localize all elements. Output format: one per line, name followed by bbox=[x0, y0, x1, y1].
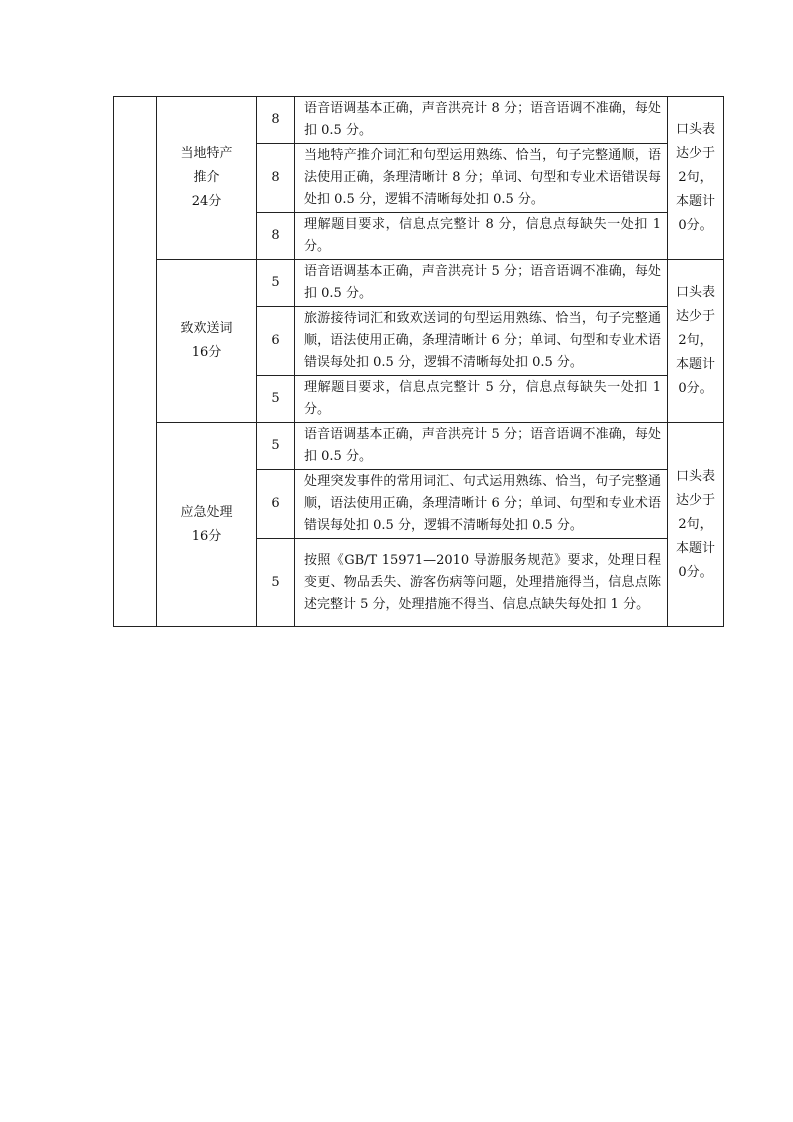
blank-category-cell bbox=[114, 97, 157, 627]
section-name: 应急处理 bbox=[180, 504, 233, 520]
section-note-cell bbox=[668, 97, 724, 260]
scoring-rubric-table bbox=[113, 96, 724, 627]
section-name: 致欢送词 bbox=[180, 321, 233, 336]
item-score: 8 bbox=[257, 213, 295, 260]
item-description: 语音语调基本正确，声音洪亮计 5 分；语音语调不准确，每处扣 0.5 分。 bbox=[295, 260, 668, 307]
section-cell bbox=[157, 97, 257, 260]
section-total: 24分 bbox=[191, 194, 222, 209]
item-score: 8 bbox=[257, 144, 295, 213]
item-score: 6 bbox=[257, 307, 295, 376]
table-row bbox=[114, 97, 724, 144]
section-note: 口头表达少于2句，本题计0分。 bbox=[675, 285, 715, 396]
item-score: 8 bbox=[257, 97, 295, 144]
item-score: 5 bbox=[257, 423, 295, 470]
section-note-cell bbox=[668, 423, 724, 627]
item-score: 5 bbox=[257, 539, 295, 627]
section-cell bbox=[157, 423, 257, 627]
item-description: 理解题目要求，信息点完整计 8 分，信息点每缺失一处扣 1 分。 bbox=[295, 213, 668, 260]
item-score: 5 bbox=[257, 260, 295, 307]
item-description: 理解题目要求，信息点完整计 5 分，信息点每缺失一处扣 1 分。 bbox=[295, 376, 668, 423]
table-row bbox=[114, 423, 724, 470]
item-description: 按照《GB/T 15971—2010 导游服务规范》要求，处理日程变更、物品丢失、游客伤病等问题，处理措施得当，信息点陈述完整计 5 分，处理措施不得当、信息点缺失每处扣 1 分。 bbox=[295, 539, 668, 627]
item-score: 6 bbox=[257, 470, 295, 539]
section-name: 当地特产推介 bbox=[180, 146, 233, 185]
item-description: 当地特产推介词汇和句型运用熟练、恰当，句子完整通顺，语法使用正确，条理清晰计 8 分；单词、句型和专业术语错误每处扣 0.5 分，逻辑不清晰每处扣 0.5 分。 bbox=[295, 144, 668, 213]
item-description: 处理突发事件的常用词汇、句式运用熟练、恰当，句子完整通顺，语法使用正确，条理清晰计 6 分；单词、句型和专业术语错误每处扣 0.5 分，逻辑不清晰每处扣 0.5 分。 bbox=[295, 470, 668, 539]
table-row bbox=[114, 260, 724, 307]
item-description: 语音语调基本正确，声音洪亮计 8 分；语音语调不准确，每处扣 0.5 分。 bbox=[295, 97, 668, 144]
item-description: 语音语调基本正确，声音洪亮计 5 分；语音语调不准确，每处扣 0.5 分。 bbox=[295, 423, 668, 470]
section-note: 口头表达少于2句，本题计0分。 bbox=[675, 122, 715, 233]
section-note: 口头表达少于2句，本题计0分。 bbox=[675, 468, 715, 580]
item-score: 5 bbox=[257, 376, 295, 423]
section-cell bbox=[157, 260, 257, 423]
item-description: 旅游接待词汇和致欢送词的句型运用熟练、恰当，句子完整通顺，语法使用正确，条理清晰计 6 分；单词、句型和专业术语错误每处扣 0.5 分，逻辑不清晰每处扣 0.5 分。 bbox=[295, 307, 668, 376]
section-note-cell bbox=[668, 260, 724, 423]
section-total: 16分 bbox=[191, 528, 222, 544]
section-total: 16分 bbox=[191, 345, 222, 360]
